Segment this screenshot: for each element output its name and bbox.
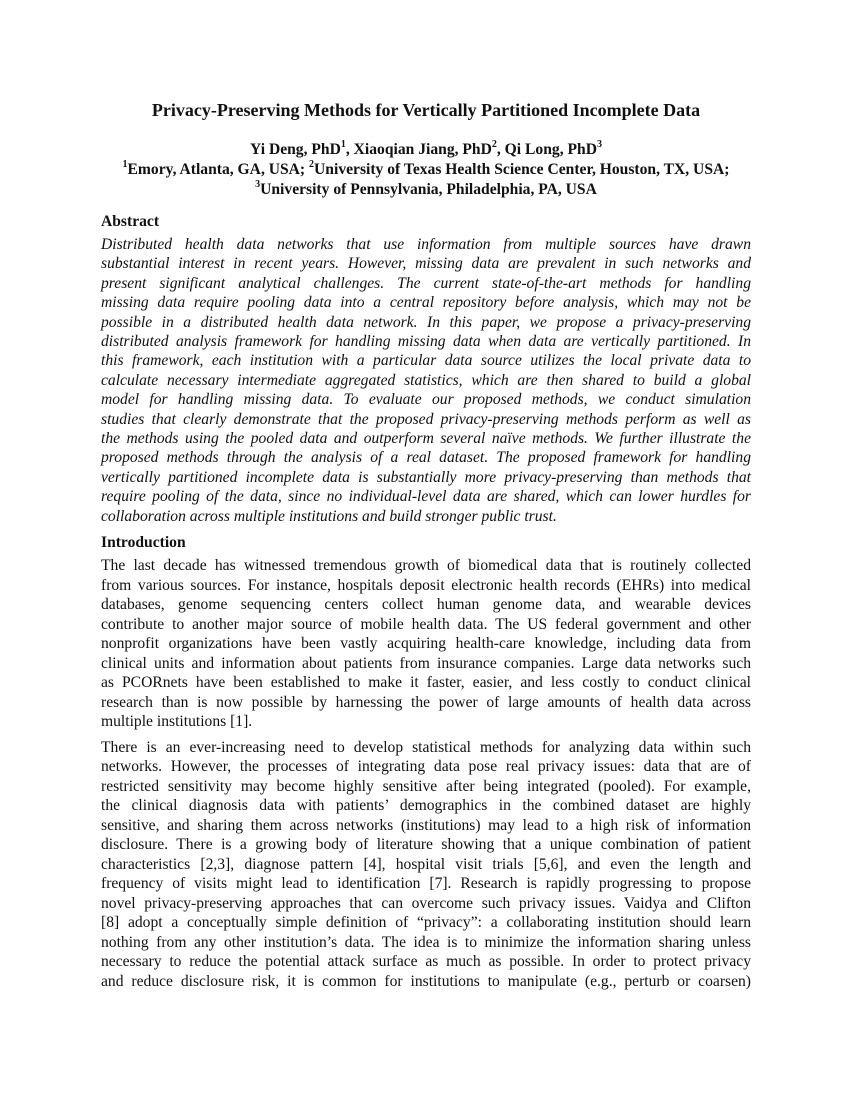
abstract-line: require pooling of the data, since no individual-level data are shared, which can lower hurdles for: [101, 488, 751, 506]
paragraph-line: and reduce disclosure risk, it is common for institutions to manipulate (e.g., perturb or coarsen): [101, 972, 751, 990]
abstract-line: substantial interest in recent years. However, missing data are prevalent in such networks and: [101, 255, 751, 273]
paragraph-line: restricted sensitivity may become highly sensitive after being integrated (pooled). For example,: [101, 777, 751, 795]
paragraph-line: multiple institutions [1].: [101, 713, 253, 731]
paragraph-line: databases, genome sequencing centers collect human genome data, and wearable devices: [101, 596, 751, 614]
paragraph-line: from various sources. For instance, hospitals deposit electronic health records (EHRs) into medical: [101, 576, 751, 594]
paragraph-line: frequency of visits might lead to identification [7]. Research is rapidly progressing to propose: [101, 875, 751, 893]
abstract-line: collaboration across multiple institutions and build stronger public trust.: [101, 507, 557, 525]
paragraph-line: [8] adopt a conceptually simple definition of “privacy”: a collaborating institution should learn: [101, 914, 751, 932]
affiliation: Emory, Atlanta, GA, USA;: [127, 161, 306, 178]
author-line: Yi Deng, PhD$^1$, Xiaoqian Jiang, PhD$^2$, Qi Long, PhD$^3$: [250, 138, 602, 158]
paragraph-line: contribute to another major source of mobile health data. The US federal government and other: [101, 615, 751, 633]
abstract-heading: Abstract: [101, 213, 160, 230]
paragraph-line: disclosure. There is a growing body of literature showing that a unique combination of patient: [101, 836, 751, 854]
abstract-line: the methods using the pooled data and outperform several naïve methods. We further illustrate the: [101, 430, 751, 448]
paragraph-line: There is an ever-increasing need to develop statistical methods for analyzing data within such: [101, 738, 751, 756]
paragraph-line: research than is now possible by harnessing the power of large amounts of health data across: [101, 693, 751, 711]
paper-title: Privacy-Preserving Methods for Vertically Partitioned Incomplete Data: [151, 100, 701, 120]
abstract-line: this framework, each institution with a particular data source utilizes the local private data to: [101, 352, 751, 370]
author-affiliation-mark: 1: [340, 138, 346, 150]
abstract-line: vertically partitioned incomplete data is substantially more privacy-preserving than methods that: [101, 468, 751, 486]
affiliation-mark: 1: [122, 158, 128, 170]
affiliations: [101, 160, 751, 200]
paragraph-line: novel privacy-preserving approaches that can overcome such privacy issues. Vaidya and Clifton: [101, 894, 751, 912]
paragraph-line: The last decade has witnessed tremendous growth of biomedical data that is routinely collected: [101, 557, 751, 575]
introduction-paragraph: [101, 738, 751, 992]
affiliation-mark: 3: [255, 178, 261, 190]
abstract-line: missing data require pooling data into a central repository before analysis, which may not be: [101, 294, 751, 312]
abstract-line: calculate necessary intermediate aggregated statistics, which are then shared to build a global: [101, 371, 751, 389]
paragraph-line: nonprofit organizations have been vastly acquiring health-care knowledge, including data from: [101, 635, 751, 653]
paragraph-line: clinical units and information about patients from insurance companies. Large data networks such: [101, 654, 751, 672]
abstract-line: present significant analytical challenges. The current state-of-the-art methods for handling: [101, 274, 751, 292]
affiliation-mark: 2: [309, 158, 315, 170]
author-affiliation-mark: 3: [596, 138, 602, 150]
abstract-line: model for handling missing data. To evaluate our proposed methods, we conduct simulation: [101, 391, 751, 409]
paragraph-line: sensitive, and sharing them across networks (institutions) may lead to a high risk of information: [101, 816, 751, 834]
abstract-body: [101, 235, 751, 526]
abstract-line: proposed methods through the analysis of a real dataset. The proposed framework for handling: [101, 449, 751, 467]
abstract-line: Distributed health data networks that use information from multiple sources have drawn: [101, 236, 751, 253]
affiliation: University of Pennsylvania, Philadelphia, PA, USA: [260, 181, 597, 198]
author-name: Yi Deng, PhD: [250, 141, 341, 158]
abstract-line: studies that clearly demonstrate that the proposed privacy-preserving methods perform as well as: [101, 410, 751, 428]
introduction-heading: Introduction: [101, 534, 186, 552]
introduction-paragraph: [101, 556, 751, 732]
paragraph-line: nothing from any other institution’s data. The idea is to minimize the information sharing unless: [101, 933, 751, 951]
paragraph-line: as PCORnets have been established to make it faster, easier, and less costly to conduct clinical: [101, 674, 751, 692]
paragraph-line: necessary to reduce the potential attack surface as much as possible. In order to protect privacy: [101, 953, 751, 971]
paragraph-line: the clinical diagnosis data with patients’ demographics in the combined dataset are highly: [101, 797, 751, 815]
paragraph-line: networks. However, the processes of integrating data pose real privacy issues: data that are of: [101, 758, 751, 776]
author-name: Xiaoqian Jiang, PhD: [353, 141, 492, 158]
abstract-line: distributed analysis framework for handling missing data when data are vertically partitioned. In: [101, 333, 751, 351]
affiliation: University of Texas Health Science Center, Houston, TX, USA;: [314, 161, 730, 178]
paper-page: [101, 98, 751, 997]
author-affiliation-mark: 2: [491, 138, 497, 150]
paragraph-line: characteristics [2,3], diagnose pattern [4], hospital visit trials [5,6], and even the length and: [101, 855, 751, 873]
author-name: Qi Long, PhD: [504, 141, 597, 158]
abstract-line: possible in a distributed health data network. In this paper, we propose a privacy-preserving: [101, 313, 751, 331]
